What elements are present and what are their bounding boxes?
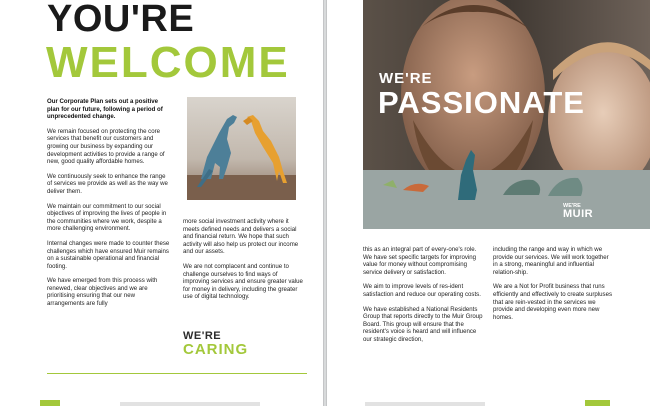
paragraph: We continuously seek to enhance the range of services we provide as well as the way we deliver them. bbox=[47, 172, 168, 195]
paragraph: We have established a National Residents Group that reports directly to the Muir Group Board. This group will ensure that the resident's voice is heard and will influence our strategic direction, bbox=[363, 305, 483, 343]
paragraph: We have emerged from this process with renewed, clear objectives and we are prioritising ensuring that our new arrangements are fully bbox=[47, 277, 158, 308]
paragraph: We remain focused on protecting the core services that benefit our customers and growing our business by expanding our development activities to provide a range of new, good quality affordable homes. bbox=[47, 127, 165, 166]
footer-tab bbox=[40, 400, 60, 406]
footer-bar bbox=[120, 402, 260, 406]
left-page bbox=[0, 0, 323, 406]
right-column-1 bbox=[363, 246, 483, 351]
paragraph: We maintain our commitment to our social objectives of improving the lives of people in the communities where we work, despite a more challenging environment. bbox=[47, 202, 167, 233]
caring-line2: CARING bbox=[183, 341, 249, 358]
logo-line1: WE'RE bbox=[563, 203, 581, 209]
left-column-1 bbox=[47, 98, 172, 315]
paragraph: this as an integral part of every-one's role. We have set specific targets for improving value for money without compromising service delivery or satisfaction. bbox=[363, 246, 477, 276]
paragraph: more social investment activity where it meets defined needs and delivers a social and financial return. We hope that such activity will also help us protect our income and our assets. bbox=[183, 218, 299, 256]
heading-youre: YOU'RE bbox=[47, 0, 195, 40]
paragraph: We aim to improve levels of res-ident satisfaction and reduce our operating costs. bbox=[363, 283, 481, 298]
intro-paragraph: Our Corporate Plan sets out a positive plan for our future, following a period of unprecedented change. bbox=[47, 98, 163, 121]
hero-photo bbox=[363, 0, 650, 229]
left-column-2 bbox=[183, 218, 305, 308]
caring-callout bbox=[183, 330, 248, 358]
muir-logo bbox=[563, 203, 593, 220]
hero-line1: WE'RE bbox=[379, 70, 433, 87]
paragraph: We are not complacent and continue to challenge ourselves to find ways of improving services and ensure greater value for money in delivery, including the greater use of digital technology. bbox=[183, 262, 303, 301]
paragraph: including the range and way in which we provide our services. We will work together in a strong, meaningful and influential relation-ship. bbox=[493, 246, 609, 276]
dinosaur-toys-photo bbox=[187, 97, 296, 200]
footer-tab bbox=[585, 400, 610, 406]
paragraph: Internal changes were made to counter these challenges which have ensured Muir remains on a sustainable operational and financial footing. bbox=[47, 239, 170, 270]
logo-line2: MUIR bbox=[563, 208, 594, 220]
divider-rule bbox=[47, 373, 307, 374]
paragraph: We are a Not for Profit business that runs efficiently and effectively to create surpluses that are rein-vested in the services we provide and developing even more new homes. bbox=[493, 283, 613, 321]
right-column-2 bbox=[493, 246, 615, 328]
heading-welcome: WELCOME bbox=[46, 38, 290, 87]
right-page bbox=[327, 0, 650, 406]
hero-line2: PASSIONATE bbox=[378, 85, 585, 120]
caring-line1: WE'RE bbox=[183, 330, 222, 342]
footer-bar bbox=[365, 402, 485, 406]
